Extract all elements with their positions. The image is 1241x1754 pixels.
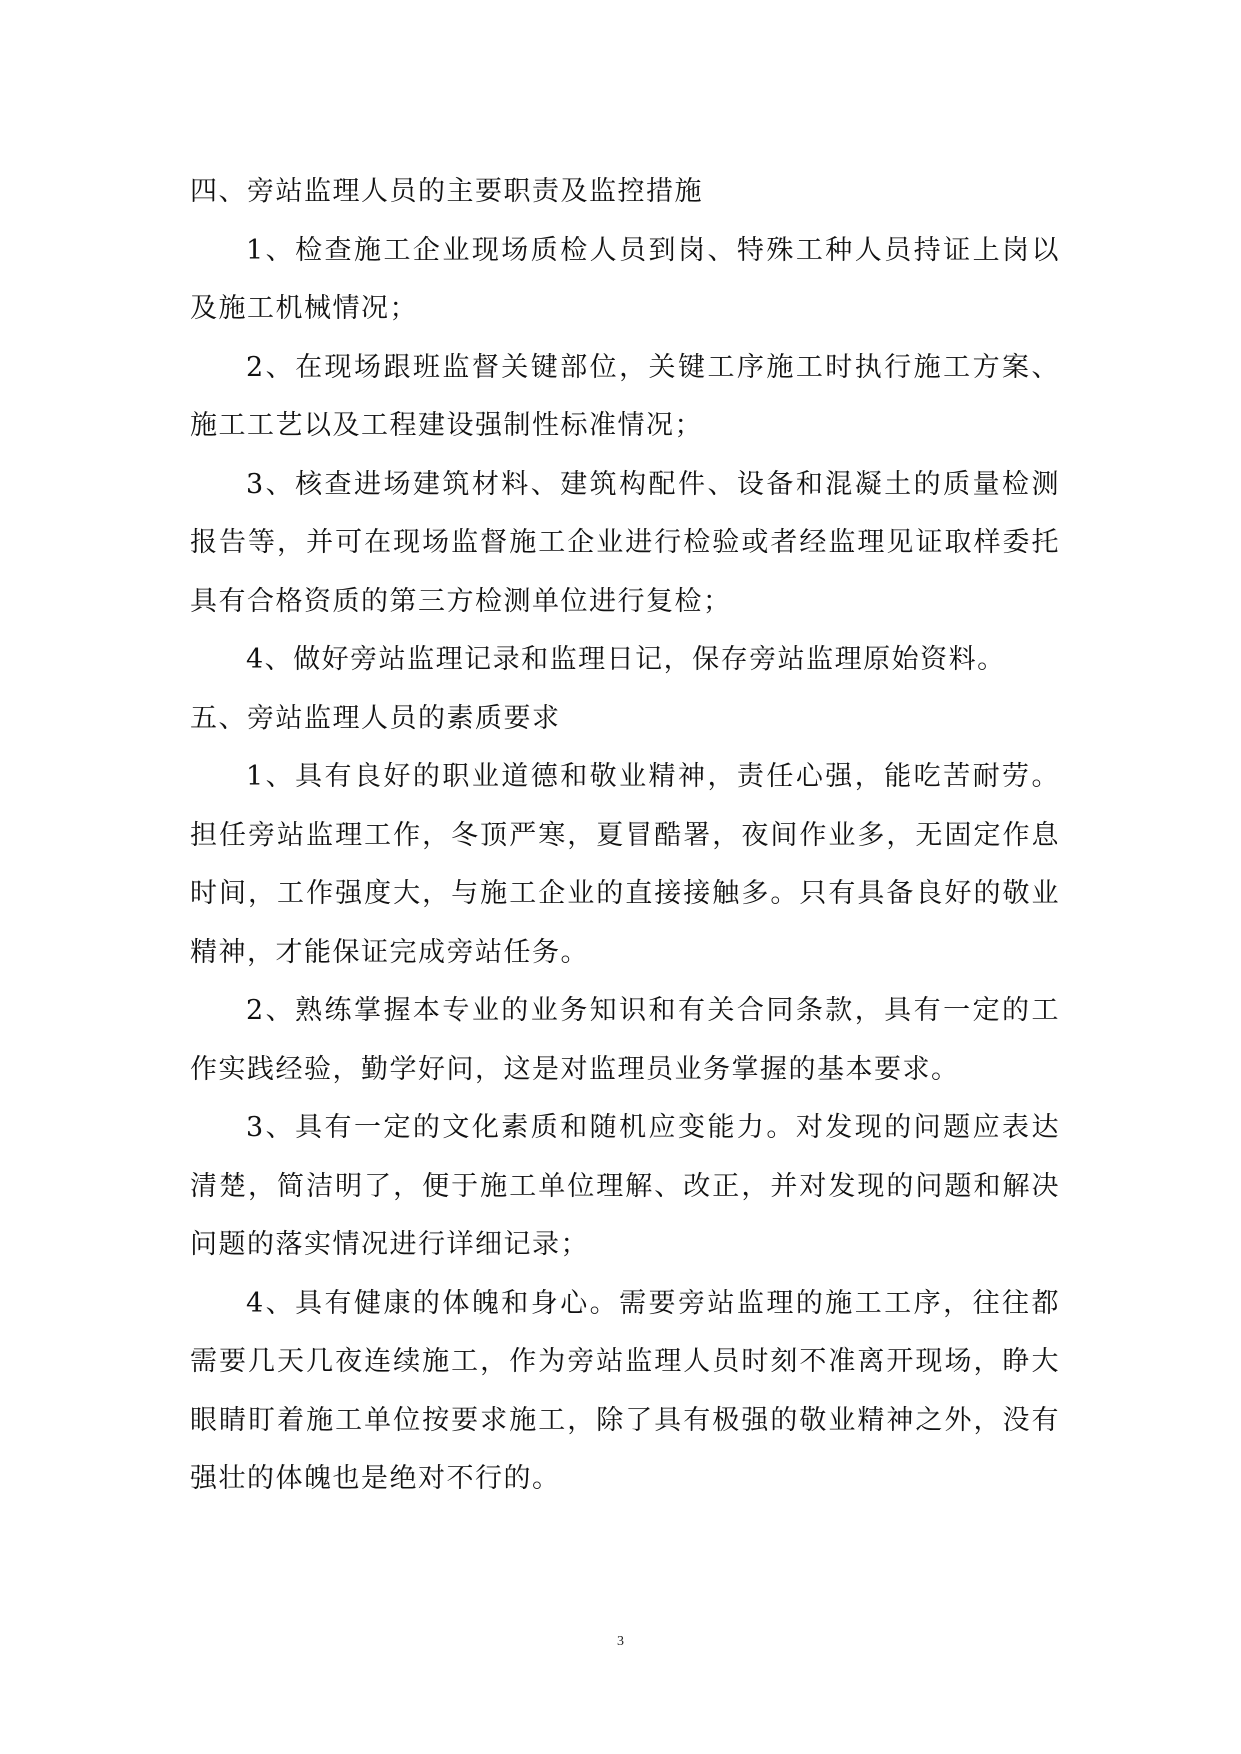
section-heading-qualities: 五、旁站监理人员的素质要求 bbox=[190, 702, 561, 734]
duty-item-1: 1、检查施工企业现场质检人员到岗、特殊工种人员持证上岗以及施工机械情况； bbox=[190, 234, 1060, 324]
page-body bbox=[190, 163, 1060, 1509]
quality-item-4: 4、具有健康的体魄和身心。需要旁站监理的施工工序，往往都需要几天几夜连续施工，作为旁站监理人员时刻不准离开现场，睁大眼睛盯着施工单位按要求施工，除了具有极强的敬业精神之外，没有强壮的体魄也是绝对不行的。 bbox=[190, 1287, 1060, 1494]
quality-item-3: 3、具有一定的文化素质和随机应变能力。对发现的问题应表达清楚，简洁明了，便于施工单位理解、改正，并对发现的问题和解决问题的落实情况进行详细记录； bbox=[190, 1112, 1060, 1260]
section-heading-duties: 四、旁站监理人员的主要职责及监控措施 bbox=[190, 176, 703, 207]
duty-item-3: 3、核查进场建筑材料、建筑构配件、设备和混凝土的质量检测报告等，并可在现场监督施工企业进行检验或者经监理见证取样委托具有合格资质的第三方检测单位进行复检； bbox=[190, 468, 1060, 617]
page-number: 3 bbox=[617, 1634, 624, 1649]
quality-item-2: 2、熟练掌握本专业的业务知识和有关合同条款，具有一定的工作实践经验，勤学好问，这是对监理员业务掌握的基本要求。 bbox=[190, 995, 1060, 1085]
duty-item-4: 4、做好旁站监理记录和监理日记，保存旁站监理原始资料。 bbox=[246, 644, 1006, 675]
quality-item-1: 1、具有良好的职业道德和敬业精神，责任心强，能吃苦耐劳。担任旁站监理工作，冬顶严寒，夏冒酷署，夜间作业多，无固定作息时间，工作强度大，与施工企业的直接接触多。只有具备良好的敬业精神，才能保证完成旁站任务。 bbox=[190, 761, 1060, 968]
duty-item-2: 2、在现场跟班监督关键部位，关键工序施工时执行施工方案、施工工艺以及工程建设强制性标准情况； bbox=[190, 351, 1060, 441]
